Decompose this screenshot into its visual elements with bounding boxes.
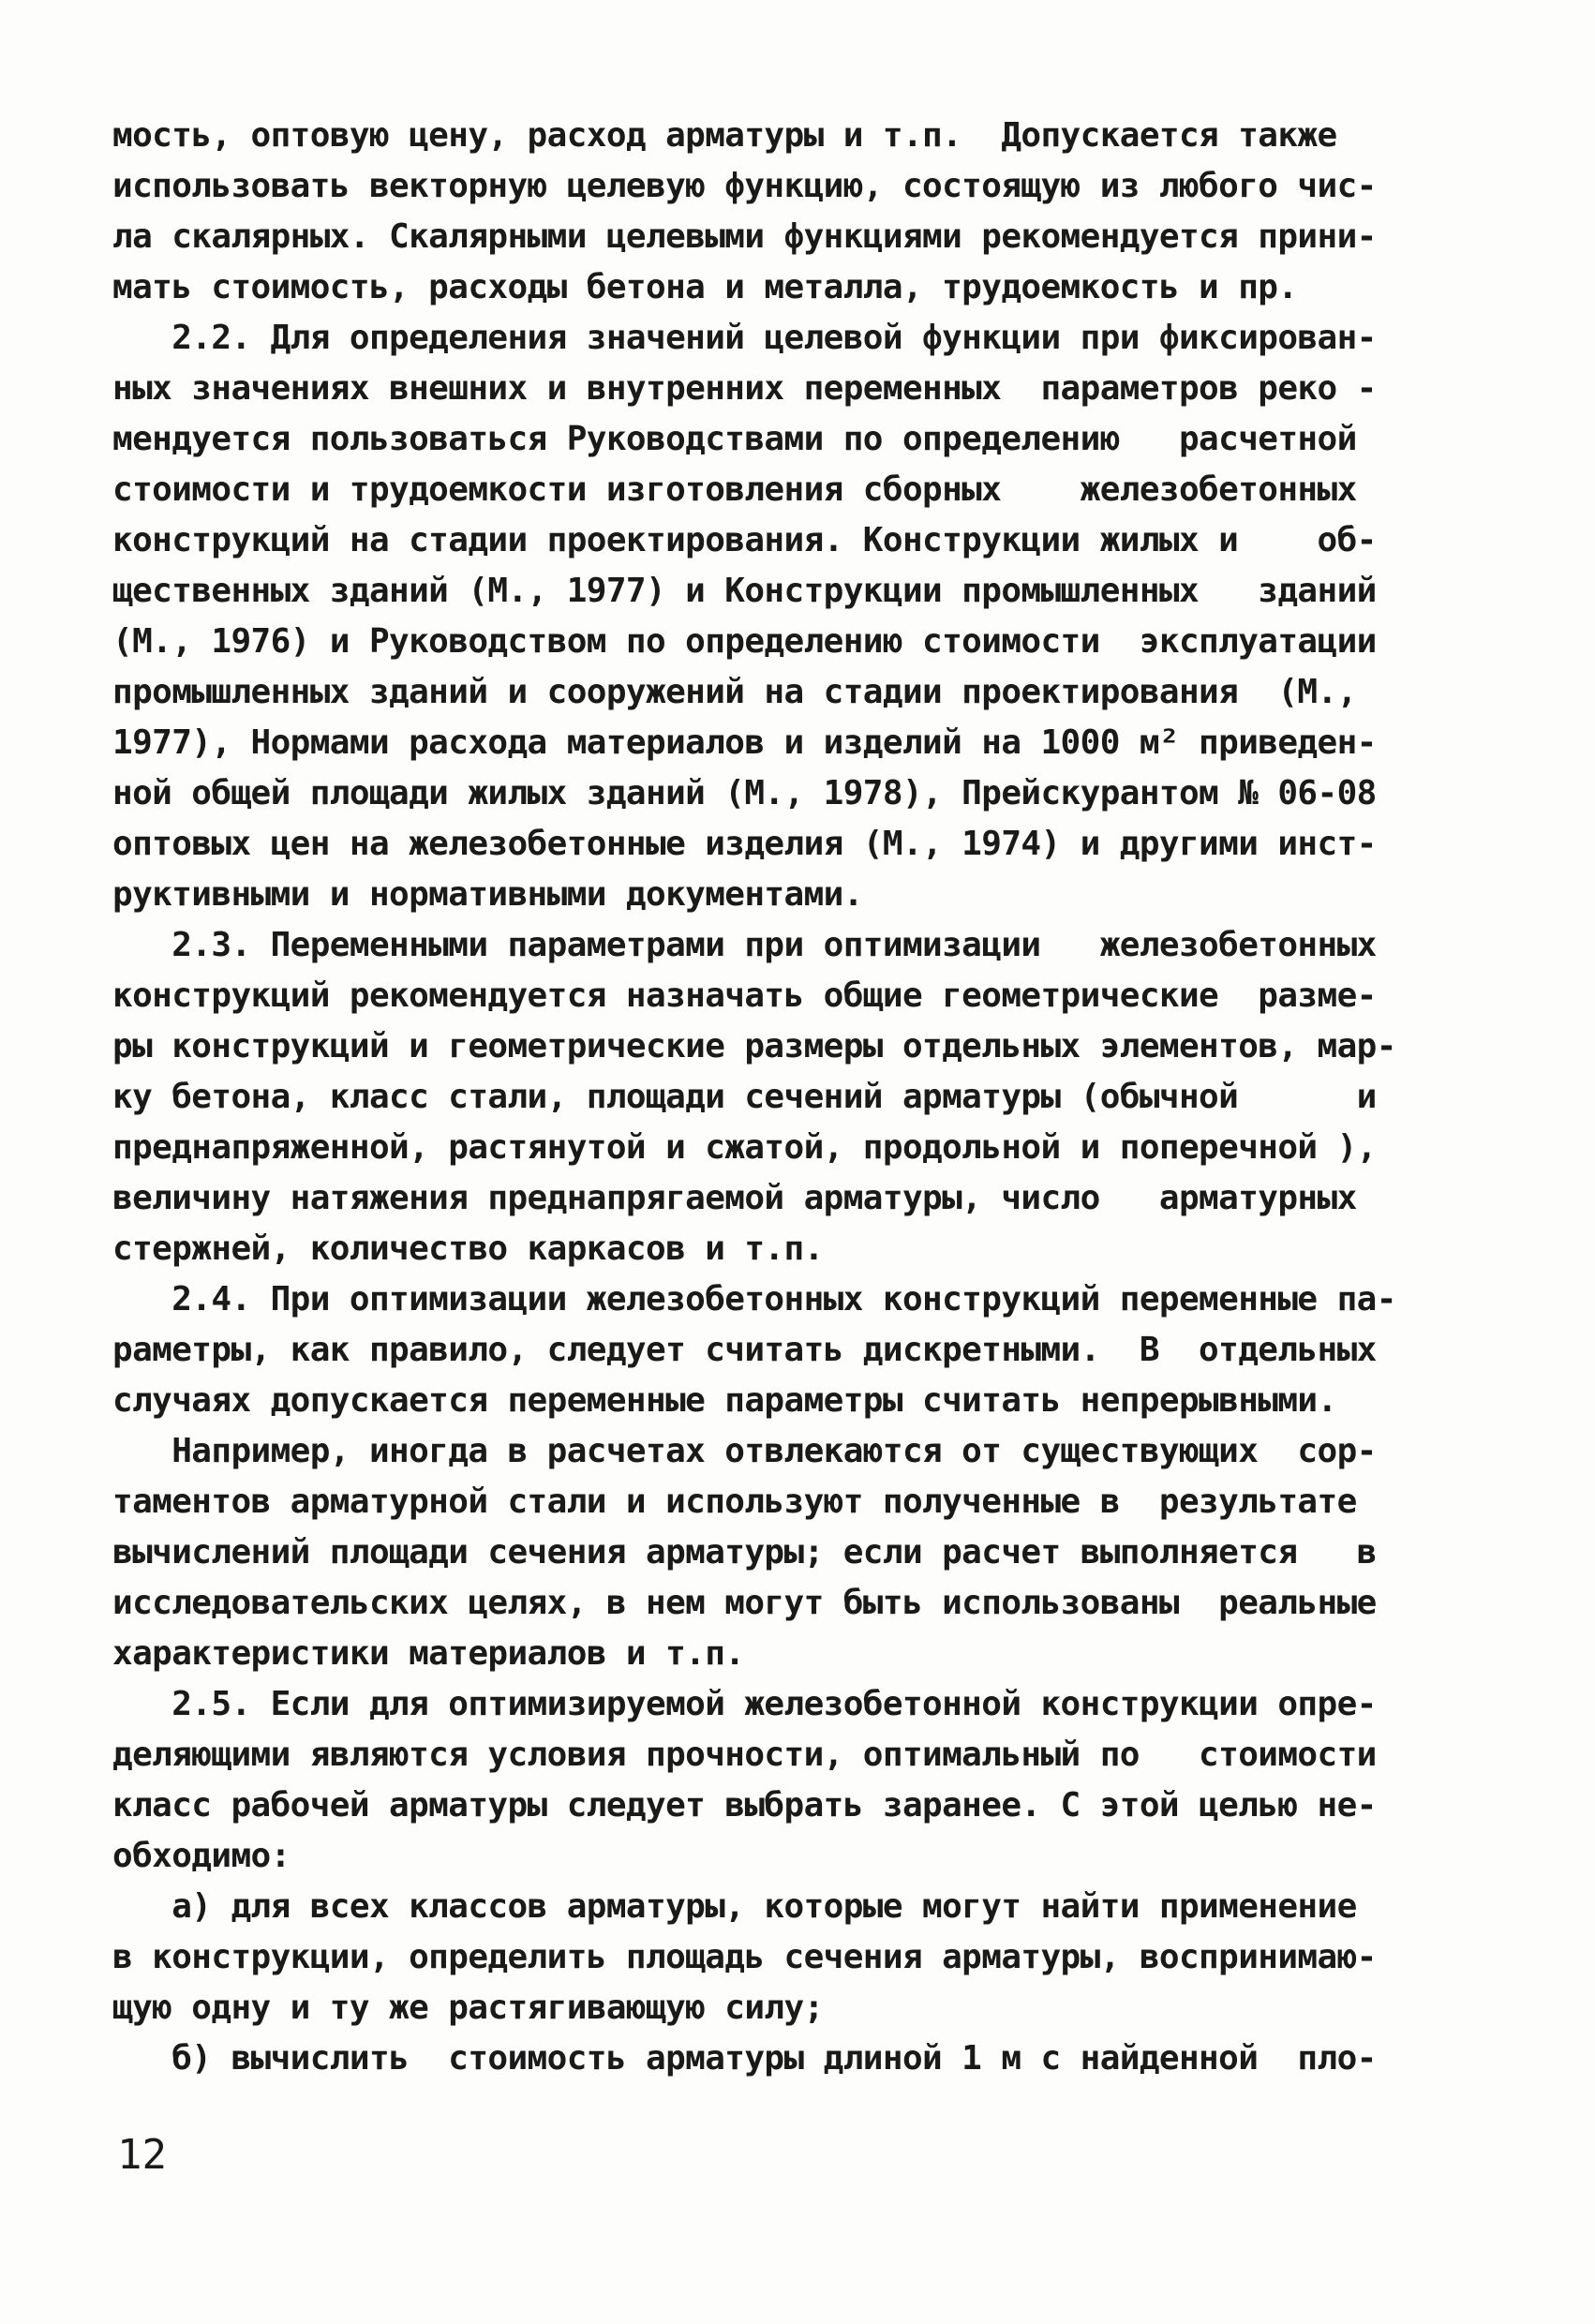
text-line: промышленных зданий и сооружений на стадии проектирования (М., xyxy=(112,673,1357,711)
text-line: случаях допускается переменные параметры считать непрерывными. xyxy=(112,1381,1337,1420)
paragraph-p-2-2 xyxy=(112,313,1490,920)
text-line: (М., 1976) и Руководством по определению стоимости эксплуатации xyxy=(112,622,1377,661)
paragraph-p-2-5 xyxy=(112,1679,1490,1882)
text-line: исследовательских целях, в нем могут быть использованы реальные xyxy=(112,1584,1377,1622)
text-line: ных значениях внешних и внутренних переменных параметров реко - xyxy=(112,369,1377,408)
text-line: стоимости и трудоемкости изготовления сборных железобетонных xyxy=(112,470,1357,509)
text-line: 1977), Нормами расхода материалов и изделий на 1000 м² приведен- xyxy=(112,723,1377,762)
text-line: б) вычислить стоимость арматуры длиной 1 м с найденной пло- xyxy=(112,2039,1377,2078)
paragraph-p-intro xyxy=(112,111,1490,313)
text-line: мость, оптовую цену, расход арматуры и т.п. Допускается также xyxy=(112,116,1337,155)
text-line: обходимо: xyxy=(112,1837,291,1875)
text-line: щественных зданий (М., 1977) и Конструкции промышленных зданий xyxy=(112,572,1377,610)
text-line: преднапряженной, растянутой и сжатой, продольной и поперечной ), xyxy=(112,1128,1377,1167)
paragraph-p-2-4 xyxy=(112,1274,1490,1426)
text-line: ры конструкций и геометрические размеры отдельных элементов, мар- xyxy=(112,1027,1396,1065)
text-line: ла скалярных. Скалярными целевыми функциями рекомендуется прини- xyxy=(112,217,1377,256)
text-line: мендуется пользоваться Руководствами по определению расчетной xyxy=(112,420,1357,458)
text-line: 2.4. При оптимизации железобетонных конструкций переменные па- xyxy=(112,1280,1396,1318)
text-line: раметры, как правило, следует считать дискретными. В отдельных xyxy=(112,1331,1377,1369)
text-line: 2.3. Переменными параметрами при оптимизации железобетонных xyxy=(112,926,1377,964)
text-line: Например, иногда в расчетах отвлекаются от существующих сор- xyxy=(112,1432,1377,1470)
text-line: конструкций на стадии проектирования. Конструкции жилых и об- xyxy=(112,521,1377,559)
text-line: стержней, количество каркасов и т.п. xyxy=(112,1229,824,1268)
text-line: таментов арматурной стали и используют полученные в результате xyxy=(112,1482,1357,1521)
paragraph-p-item-b xyxy=(112,2034,1490,2084)
paragraph-p-item-a xyxy=(112,1882,1490,2034)
text-line: руктивными и нормативными документами. xyxy=(112,875,863,914)
text-line: мать стоимость, расходы бетона и металла, трудоемкость и пр. xyxy=(112,268,1298,306)
text-line: характеристики материалов и т.п. xyxy=(112,1634,745,1673)
text-line: 2.5. Если для оптимизируемой железобетонной конструкции опре- xyxy=(112,1685,1377,1723)
text-line: конструкций рекомендуется назначать общие геометрические разме- xyxy=(112,976,1377,1015)
text-line: вычислений площади сечения арматуры; если расчет выполняется в xyxy=(112,1533,1377,1572)
text-line: деляющими являются условия прочности, оптимальный по стоимости xyxy=(112,1736,1377,1774)
text-line: щую одну и ту же растягивающую силу; xyxy=(112,1989,824,2027)
page-number: 12 xyxy=(117,2131,167,2179)
paragraph-p-example xyxy=(112,1426,1490,1679)
text-line: а) для всех классов арматуры, которые могут найти применение xyxy=(112,1887,1357,1926)
text-line: оптовых цен на железобетонные изделия (М., 1974) и другими инст- xyxy=(112,825,1377,863)
text-line: 2.2. Для определения значений целевой функции при фиксирован- xyxy=(112,319,1377,357)
text-line: величину натяжения преднапрягаемой арматуры, число арматурных xyxy=(112,1179,1357,1217)
text-line: использовать векторную целевую функцию, состоящую из любого чис- xyxy=(112,167,1377,205)
text-line: ку бетона, класс стали, площади сечений арматуры (обычной и xyxy=(112,1078,1377,1116)
text-line: класс рабочей арматуры следует выбрать заранее. С этой целью не- xyxy=(112,1786,1377,1825)
text-line: ной общей площади жилых зданий (М., 1978), Прейскурантом № 06-08 xyxy=(112,774,1377,812)
text-line: в конструкции, определить площадь сечения арматуры, воспринимаю- xyxy=(112,1938,1377,1976)
paragraph-p-2-3 xyxy=(112,920,1490,1274)
body-text xyxy=(112,111,1490,2084)
